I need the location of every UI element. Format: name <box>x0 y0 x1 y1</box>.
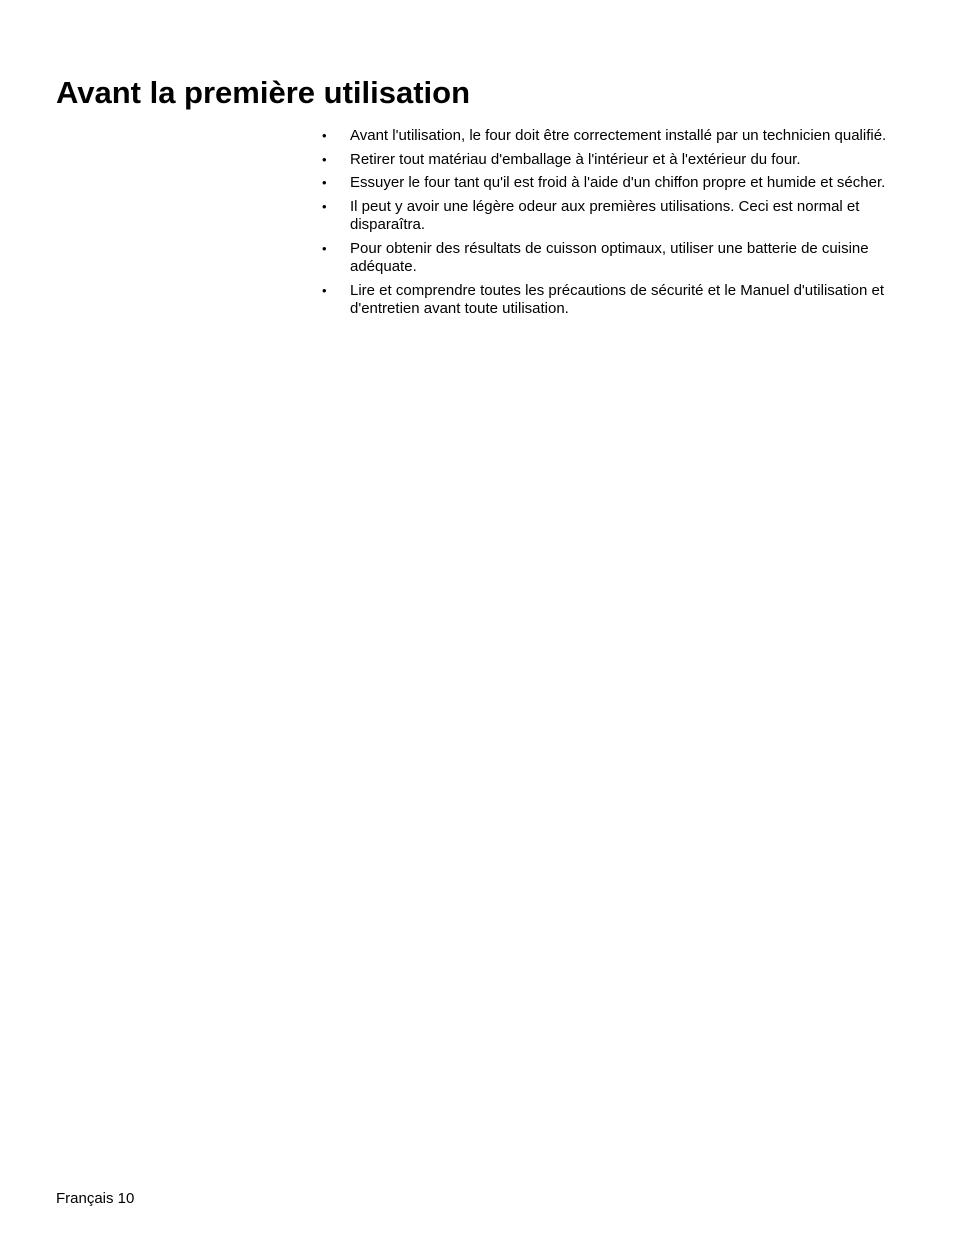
list-item <box>320 127 900 146</box>
list-item-text: Essuyer le four tant qu'il est froid à l'aide d'un chiffon propre et humide et sécher. <box>350 174 886 191</box>
list-item <box>320 174 900 193</box>
bullet-icon: • <box>322 128 327 143</box>
bullet-icon: • <box>322 175 327 190</box>
bullet-icon: • <box>322 282 327 298</box>
bullet-icon: • <box>322 151 327 167</box>
list-item-text: Avant l'utilisation, le four doit être correctement installé par un technicien qualifié. <box>350 127 887 144</box>
list-item <box>320 240 900 277</box>
list-item-text: Lire et comprendre toutes les précautions de sécurité et le Manuel d'utilisation et d'entretien avant toute utilisation. <box>350 281 884 317</box>
list-item <box>320 198 900 235</box>
instruction-list <box>320 127 900 324</box>
bullet-icon: • <box>322 198 327 214</box>
list-item <box>320 151 900 170</box>
list-item <box>320 282 900 319</box>
page-footer: Français 10 <box>56 1190 135 1207</box>
list-item-text: Retirer tout matériau d'emballage à l'intérieur et à l'extérieur du four. <box>350 150 801 168</box>
list-item-text: Il peut y avoir une légère odeur aux premières utilisations. Ceci est normal et disparaîtra. <box>350 197 860 233</box>
page-title: Avant la première utilisation <box>56 75 471 110</box>
list-item-text: Pour obtenir des résultats de cuisson optimaux, utiliser une batterie de cuisine adéquate. <box>350 239 869 275</box>
bullet-icon: • <box>322 240 327 256</box>
